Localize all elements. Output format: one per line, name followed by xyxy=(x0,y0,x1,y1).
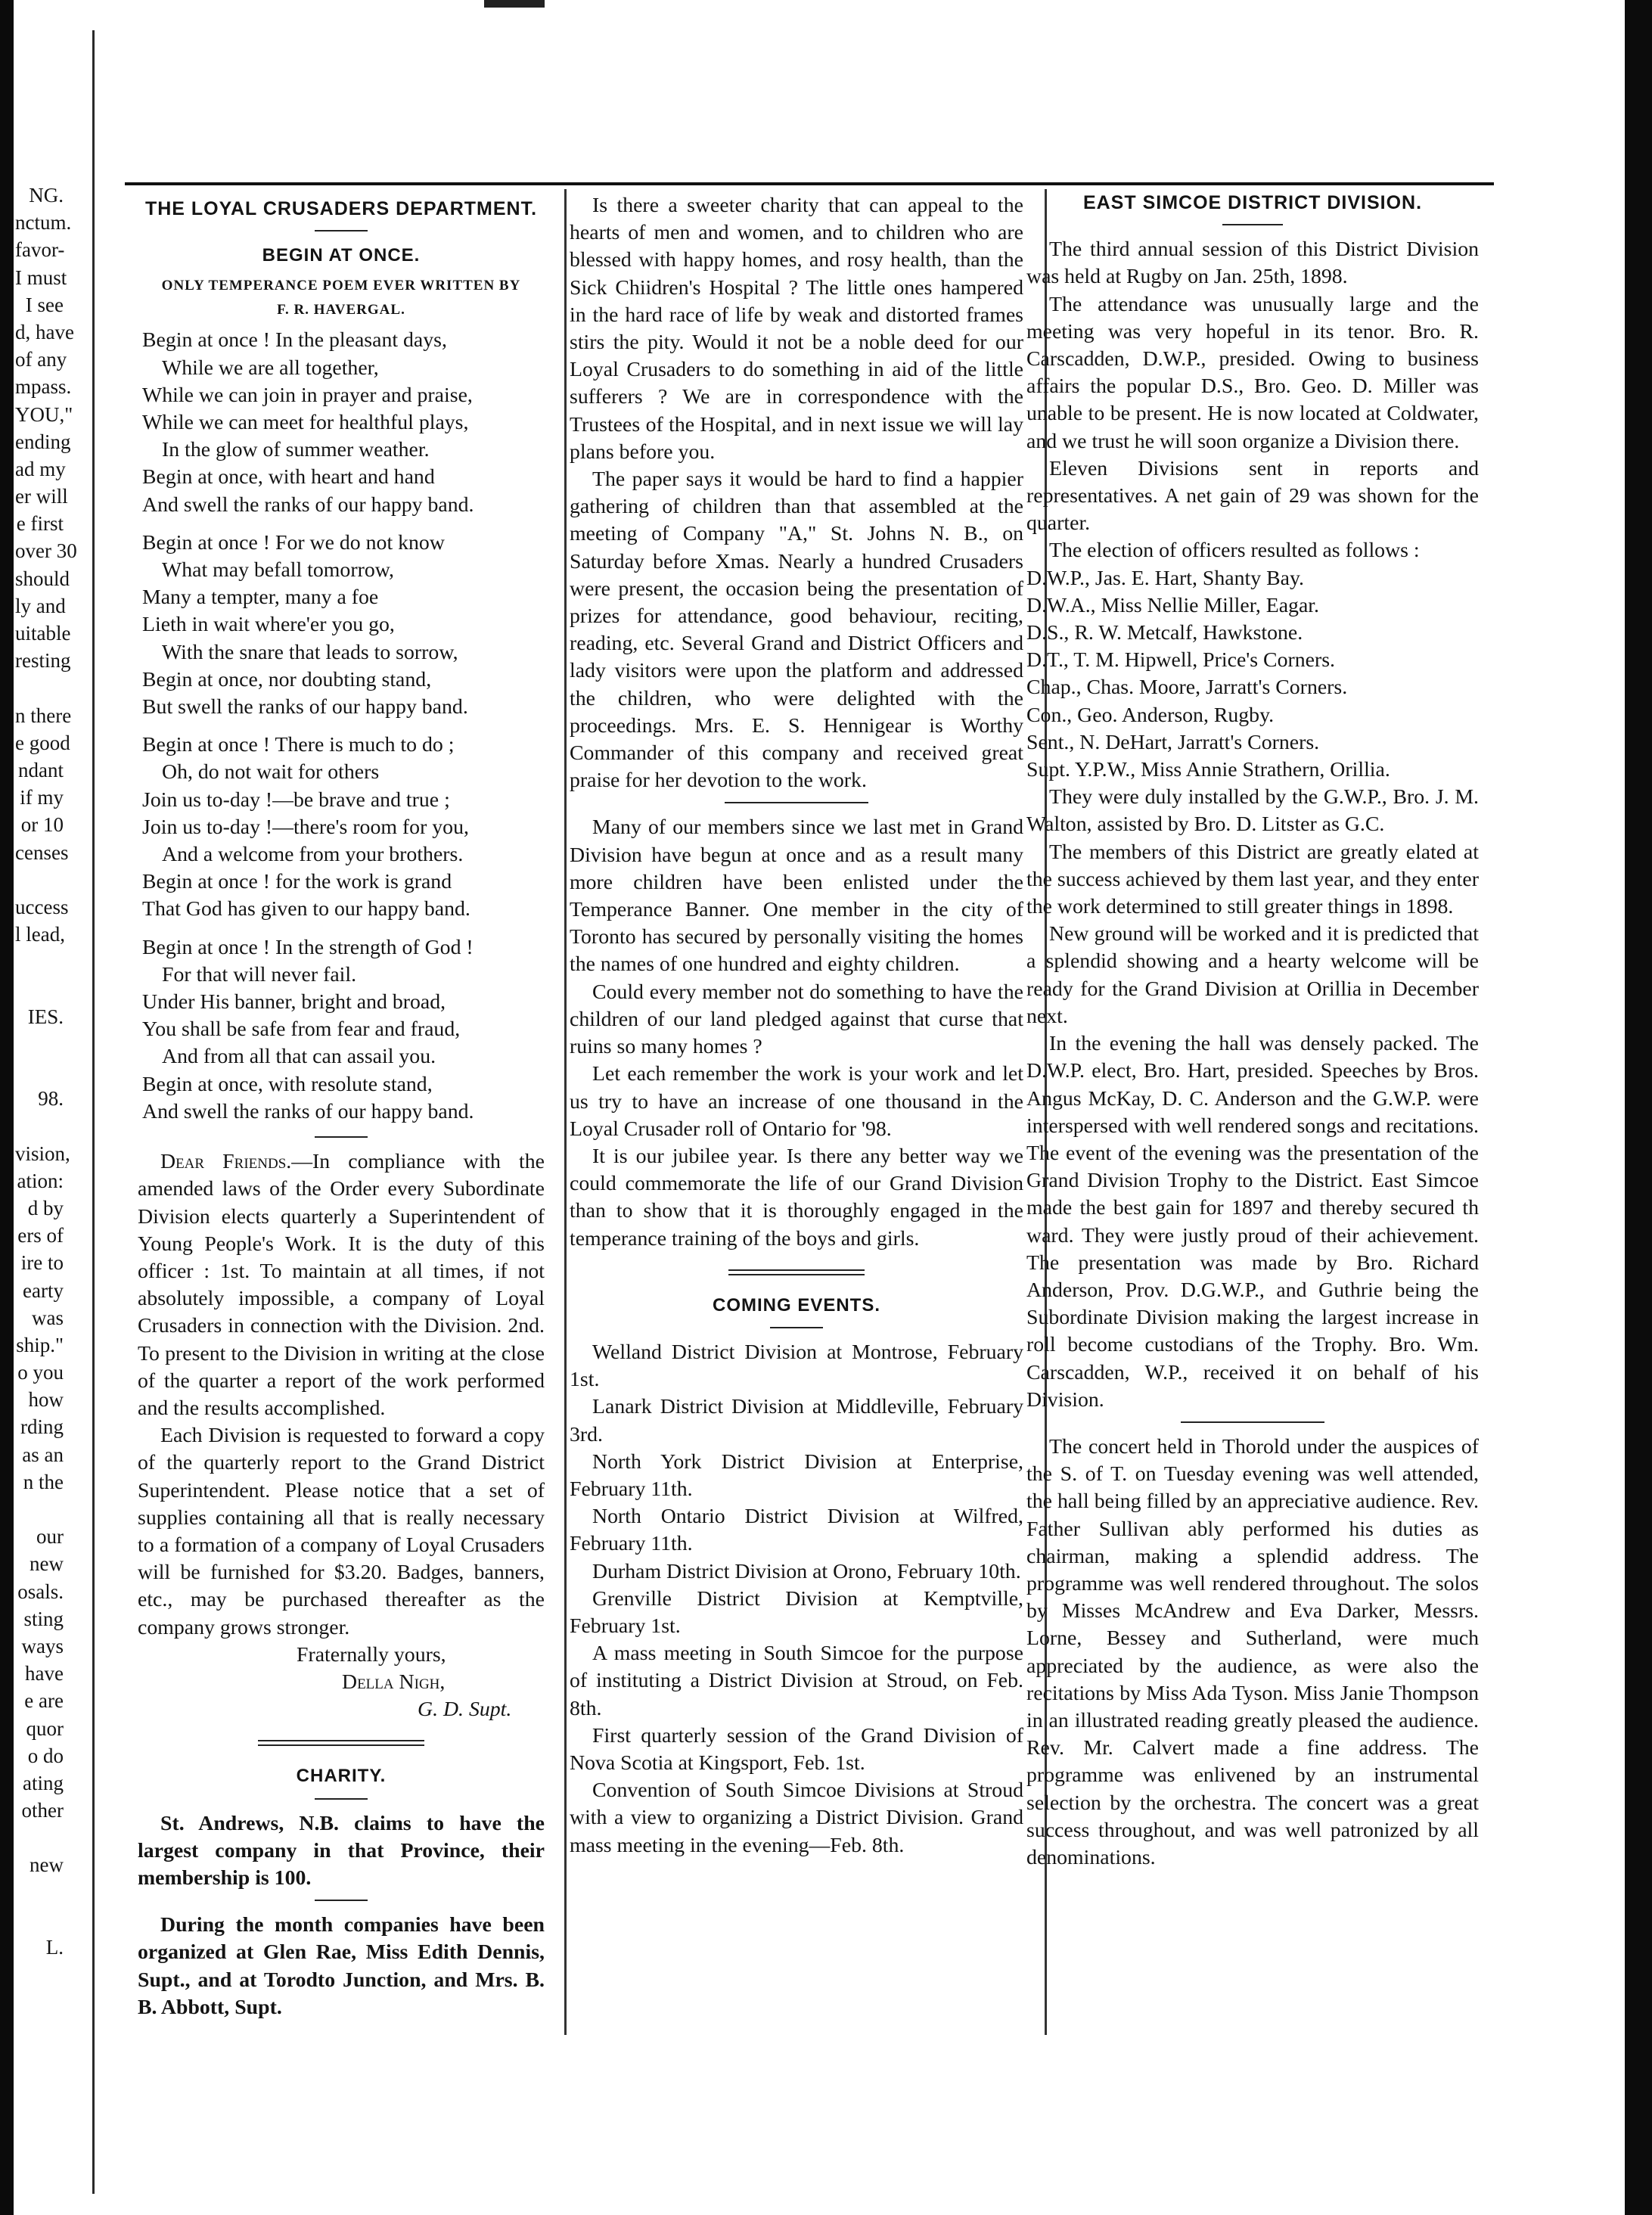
charity-title: CHARITY. xyxy=(296,1766,387,1787)
prev-page-fragment: L. xyxy=(45,1936,64,1959)
prev-page-fragment xyxy=(15,866,64,893)
poem-line: Begin at once ! In the strength of God ! xyxy=(142,935,474,959)
page-spine-shadow xyxy=(0,0,14,2215)
poem-line: Many a tempter, many a foe xyxy=(142,586,379,610)
prev-page-fragment: resting xyxy=(15,649,71,673)
article-paragraph: Eleven Divisions sent in reports and representatives. A net gain of 29 was shown for the quarter. xyxy=(1026,456,1479,536)
officer-line: D.W.A., Miss Nellie Miller, Eagar. xyxy=(1026,593,1319,617)
divider xyxy=(725,802,868,803)
officer-line: Chap., Chas. Moore, Jarratt's Corners. xyxy=(1026,676,1348,700)
prev-page-fragment: I must xyxy=(15,266,67,289)
prev-page-fragment: or 10 xyxy=(20,813,64,837)
prev-page-fragment: ad my xyxy=(15,457,66,480)
poem-stanza xyxy=(138,327,545,518)
poem-author: F. R. HAVERGAL. xyxy=(277,302,405,318)
officer-line: Con., Geo. Anderson, Rugby. xyxy=(1026,703,1275,727)
prev-page-fragment: ways xyxy=(21,1634,64,1657)
poem-line: Begin at once, with resolute stand, xyxy=(142,1072,433,1096)
prev-page-fragment: quor xyxy=(26,1716,64,1740)
prev-page-fragment: should xyxy=(15,567,70,590)
prev-page-fragment: n the xyxy=(23,1470,64,1493)
article-paragraph: In the evening the hall was densely packed. The D.W.P. elect, Bro. Hart, presided. Speeches by Bros. Angus McKay, D. C. Anderson and the G.W.P. were interspersed with well rendered songs and recitations. The event of the evening was the presentation of the Grand Division Trophy to the District. East Simcoe made the best gain for 1897 and thereby secured th ward. They were justly proud of their achievement. The presentation was made by Bro. Richard Anderson, Prov. D.G.W.P., and Guthrie being the Subordinate Division making the largest increase in roll become custodians of the Trophy. Bro. Wm. Carscadden, W.P., received it on behalf of his Division. xyxy=(1026,1032,1479,1412)
department-heading: THE LOYAL CRUSADERS DEPARTMENT. xyxy=(144,198,538,219)
article-paragraph: The paper says it would be hard to find a happier gathering of children than that assembled at the meeting of Company "A," St. Johns N. B., on Saturday before Xmas. Nearly a hundred Crusaders were present, the occasion being the presentation of prizes for attendance, good behaviour, reciting, reading, etc. Several Grand and District Officers and lady visitors were upon the platform and addressed the children, who were delighted with the proceedings. Mrs. E. S. Hennigear is Worthy Commander of this company and received great praise for her devotion to the work. xyxy=(570,468,1023,793)
prev-page-fragment: sting xyxy=(23,1607,64,1630)
prev-page-fragment: new xyxy=(30,1552,64,1576)
divider xyxy=(315,1136,368,1138)
poem-line: Oh, do not wait for others xyxy=(162,760,380,784)
poem-stanza xyxy=(138,530,545,721)
prev-page-fragment: d by xyxy=(27,1196,64,1219)
event-item: Welland District Division at Montrose, February 1st. xyxy=(570,1340,1023,1392)
prev-page-fragment: how xyxy=(28,1388,64,1412)
letter-signer-title: G. D. Supt. xyxy=(418,1698,512,1722)
poem-stanza xyxy=(138,732,545,923)
prev-page-fragment xyxy=(15,1824,64,1851)
event-item: First quarterly session of the Grand Division of Nova Scotia at Kingsport, Feb. 1st. xyxy=(570,1723,1023,1775)
officer-line: D.W.P., Jas. E. Hart, Shanty Bay. xyxy=(1026,566,1305,590)
prev-page-fragment: mpass. xyxy=(15,375,72,399)
prev-page-fragment xyxy=(15,1112,64,1139)
prev-page-fragment xyxy=(15,1058,64,1085)
officer-line: D.S., R. W. Metcalf, Hawkstone. xyxy=(1026,621,1303,645)
officer-line: Sent., N. DeHart, Jarratt's Corners. xyxy=(1026,730,1320,754)
poem-line: Lieth in wait where'er you go, xyxy=(142,613,395,637)
poem-line: And swell the ranks of our happy band. xyxy=(142,1099,474,1123)
page-right-edge xyxy=(1625,0,1652,2215)
letter-text: —In compliance with the amended laws of the Order every Subordinate Division elects quarterly a Superintendent of Young People's Work. It is the duty of this officer : 1st. To maintain at all times, if not absolutely impossible, a company of Loyal Crusaders in connection with the Division. 2nd. To present to the Division in writing at the close of the quarter a report of the work performed and the results accomplished. xyxy=(138,1150,545,1420)
prev-page-fragment: ation: xyxy=(17,1169,64,1192)
prev-page-fragment: osals. xyxy=(17,1580,64,1603)
prev-page-fragment: d, have xyxy=(15,320,74,343)
gutter-rule xyxy=(92,30,95,2194)
poem-line: And a welcome from your brothers. xyxy=(162,843,464,867)
article-paragraph: Let each remember the work is your work and let us try to have an increase of one thousand in the Loyal Crusader roll of Ontario for '98. xyxy=(570,1062,1023,1141)
poem-line: And from all that can assail you. xyxy=(162,1045,436,1069)
prev-page-fragment: ly and xyxy=(15,594,66,617)
header-rule xyxy=(125,182,1494,185)
section-divider xyxy=(728,1269,865,1275)
article-paragraph: New ground will be worked and it is predicted that a splendid showing and a hearty welcome will be ready for the Grand Division at Orillia in December next. xyxy=(1026,922,1479,1028)
prev-page-fragment: uccess xyxy=(15,895,69,918)
poem-line: Begin at once, with heart and hand xyxy=(142,465,435,489)
prev-page-fragment xyxy=(15,674,64,701)
article-paragraph: The concert held in Thorold under the auspices of the S. of T. on Tuesday evening was well attended, the hall being filled by an appreciative audience. Rev. Father Sullivan ably performed his duties as chairman, making a splendid address. The programme was well rendered throughout. The solos by Misses McAndrew and Eva Darker, Messrs. Lorne, Bessey and Sutherland, were much appreciated by the audience, as were also the recitations by Miss Ada Tyson. Miss Janie Thompson in an illustrated reading greatly pleased the audience. Rev. Mr. Calvert made a fine address. The programme was enlivened by an instrumental selection by the orchestra. The concert was a great success throughout, and was well patronized by all denominations. xyxy=(1026,1434,1479,1869)
prev-page-fragment: ending xyxy=(15,430,71,453)
prev-page-fragment: o do xyxy=(27,1744,64,1767)
event-item: Durham District Division at Orono, February 10th. xyxy=(592,1559,1021,1583)
prev-page-fragment xyxy=(15,975,64,1002)
column-1 xyxy=(138,195,545,2021)
prev-page-fragment: of any xyxy=(15,348,67,371)
prev-page-fragment xyxy=(15,1879,64,1906)
event-item: North York District Division at Enterprise, February 11th. xyxy=(570,1449,1023,1501)
prev-page-fragment: YOU," xyxy=(15,402,73,426)
prev-page-fragment: rding xyxy=(20,1415,64,1439)
prev-page-fragment: n there xyxy=(15,704,72,727)
poem-line: Under His banner, bright and broad, xyxy=(142,990,446,1014)
prev-page-fragment: 98. xyxy=(38,1087,64,1111)
article-paragraph: Could every member not do something to have the children of our land pledged against that curse that ruins so many homes ? xyxy=(570,980,1023,1059)
divider xyxy=(1222,224,1283,225)
charity-paragraph: During the month companies have been organized at Glen Rae, Miss Edith Dennis, Supt., and at Torodto Junction, and Mrs. B. B. Abbott, Supt. xyxy=(138,1913,545,2019)
prev-page-fragment: censes xyxy=(15,840,69,864)
divider xyxy=(315,1798,368,1800)
poem-line: That God has given to our happy band. xyxy=(142,897,470,921)
poem-line: Begin at once ! In the pleasant days, xyxy=(142,328,447,353)
prev-page-fragment: earty xyxy=(23,1278,64,1302)
prev-page-fragment: IES. xyxy=(27,1005,64,1028)
poem-line: Begin at once ! for the work is grand xyxy=(142,870,452,894)
letter-paragraph: Each Division is requested to forward a copy of the quarterly report to the Grand District Superintendent. Please notice that a set of supplies containing all that is really necessary to a formation of a company of Loyal Crusaders will be furnished for $3.20. Badges, banners, etc., may be purchased thereafter as the company grows stronger. xyxy=(138,1424,545,1639)
prev-page-fragment: over 30 xyxy=(15,539,77,563)
prev-page-fragment: favor- xyxy=(15,238,65,262)
poem-line: What may befall tomorrow, xyxy=(162,558,394,582)
prev-page-fragment: ire to xyxy=(20,1251,64,1275)
prev-page-fragment: NG. xyxy=(29,184,64,207)
column-rule-1 xyxy=(564,189,567,2035)
poem-line: And swell the ranks of our happy band. xyxy=(142,492,474,517)
poem-line: Begin at once, nor doubting stand, xyxy=(142,667,432,691)
divider xyxy=(315,230,368,231)
prev-page-fragment: ers of xyxy=(17,1224,64,1247)
officer-line: D.T., T. M. Hipwell, Price's Corners. xyxy=(1026,648,1336,673)
officer-line: Supt. Y.P.W., Miss Annie Strathern, Orillia. xyxy=(1026,758,1390,782)
prev-page-fragment: vision, xyxy=(15,1142,70,1165)
event-item: A mass meeting in South Simcoe for the purpose of instituting a District Division at Stroud, on Feb. 8th. xyxy=(570,1642,1023,1720)
prev-page-fragment: our xyxy=(36,1525,64,1549)
prev-page-fragment: o you xyxy=(17,1361,64,1384)
poem-line: While we can meet for healthful plays, xyxy=(142,411,469,435)
poem-line: Join us to-day !—be brave and true ; xyxy=(142,788,450,812)
article-paragraph: The third annual session of this District Division was held at Rugby on Jan. 25th, 1898. xyxy=(1026,238,1479,289)
poem-line: Begin at once ! For we do not know xyxy=(142,530,445,555)
event-item: Convention of South Simcoe Divisions at Stroud with a view to organizing a District Division. Grand mass meeting in the evening—Feb. 8th. xyxy=(570,1779,1023,1857)
event-item: North Ontario District Division at Wilfred, February 11th. xyxy=(570,1505,1023,1556)
prev-page-fragment: other xyxy=(21,1799,64,1822)
prev-page-fragment: nctum. xyxy=(15,211,72,235)
poem-byline: ONLY TEMPERANCE POEM EVER WRITTEN BY xyxy=(161,278,521,294)
poem-title: BEGIN AT ONCE. xyxy=(262,245,421,266)
letter-salutation: Dear Friends. xyxy=(160,1150,292,1174)
article-paragraph: They were duly installed by the G.W.P., Bro. J. M. Walton, assisted by Bro. D. Litster as G.C. xyxy=(1026,785,1479,837)
prev-page-fragment: was xyxy=(32,1306,64,1329)
poem-line: While we are all together, xyxy=(162,356,379,380)
article-paragraph: The election of officers resulted as follows : xyxy=(1049,539,1420,563)
events-title: COMING EVENTS. xyxy=(712,1294,881,1316)
prev-page-fragment: e first xyxy=(16,512,64,536)
event-item: Lanark District Division at Middleville, February 3rd. xyxy=(570,1395,1023,1446)
previous-page-fragments xyxy=(15,182,77,1961)
prev-page-fragment xyxy=(15,1906,64,1934)
poem-line: Join us to-day !—there's room for you, xyxy=(142,815,469,839)
prev-page-fragment: e good xyxy=(15,731,70,754)
prev-page-fragment: have xyxy=(25,1662,64,1685)
prev-page-fragment: if my xyxy=(20,786,64,809)
prev-page-fragment xyxy=(15,948,64,975)
prev-page-fragment: ship." xyxy=(16,1333,64,1356)
section-divider xyxy=(258,1740,424,1746)
article-paragraph: Is there a sweeter charity that can appeal to the hearts of men and women, and to children who are blessed with happy homes, and rosy health, than the Sick Chiidren's Hospital ? The little ones hampered in the hard race of life by weak and distorted frames stirs the pity. Would it not be a noble deed for our Loyal Crusaders to do something in aid of the little sufferers ? We are in correspondence with the Trustees of the Hospital, and in next issue we will lay plans before you. xyxy=(570,194,1023,464)
poem-line: While we can join in prayer and praise, xyxy=(142,383,473,407)
poem-line: In the glow of summer weather. xyxy=(162,438,430,462)
column-3 xyxy=(1026,189,1479,1872)
poem-line: With the snare that leads to sorrow, xyxy=(162,640,458,664)
prev-page-fragment xyxy=(15,1030,64,1058)
article-paragraph: It is our jubilee year. Is there any better way we could commemorate the life of our Grand Division than to show that it is thoroughly engaged in the temperance training of the boys and girls. xyxy=(570,1144,1023,1250)
district-title: EAST SIMCOE DISTRICT DIVISION. xyxy=(1082,192,1423,213)
article-paragraph: Many of our members since we last met in Grand Division have begun at once and as a result many more children have been enlisted under the Temperance Banner. One member in the city of Toronto has secured by personally visiting the homes the names of one hundred and eighty children. xyxy=(570,815,1023,977)
divider xyxy=(1181,1421,1324,1423)
prev-page-fragment: I see xyxy=(25,293,64,316)
poem-line: But swell the ranks of our happy band. xyxy=(142,695,468,719)
article-paragraph: The attendance was unusually large and the meeting was very hopeful in its tenor. Bro. R. Carscadden, D.W.P., presided. Owing to business affairs the popular D.S., Bro. Geo. D. Miller was unable to be present. He is now located at Coldwater, and we trust he will soon organize a Division there. xyxy=(1026,292,1479,453)
poem-line: Begin at once ! There is much to do ; xyxy=(142,733,455,757)
prev-page-fragment: new xyxy=(30,1853,64,1877)
charity-paragraph: St. Andrews, N.B. claims to have the largest company in that Province, their membership is 100. xyxy=(138,1811,545,1890)
letter-paragraph xyxy=(138,1148,545,1422)
poem-line: You shall be safe from fear and fraud, xyxy=(142,1017,461,1042)
prev-page-fragment: uitable xyxy=(15,622,71,645)
prev-page-fragment: ating xyxy=(23,1771,64,1794)
prev-page-fragment: er will xyxy=(15,485,68,508)
prev-page-fragment: as an xyxy=(22,1443,64,1466)
column-2 xyxy=(570,192,1023,1859)
event-item: Grenville District Division at Kemptville, February 1st. xyxy=(570,1586,1023,1638)
divider xyxy=(315,1900,368,1901)
prev-page-fragment: l lead, xyxy=(15,923,65,946)
poem-stanza xyxy=(138,934,545,1126)
letter-signer: Della Nigh, xyxy=(342,1670,446,1694)
top-edge-mark xyxy=(484,0,545,8)
divider xyxy=(770,1327,823,1328)
letter-closing: Fraternally yours, xyxy=(297,1642,446,1667)
poem-line: For that will never fail. xyxy=(162,962,357,986)
prev-page-fragment: ndant xyxy=(18,758,64,781)
prev-page-fragment xyxy=(15,1496,64,1523)
prev-page-fragment: e are xyxy=(24,1689,64,1713)
article-paragraph: The members of this District are greatly elated at the success achieved by them last year, and they enter the work determined to still greater things in 1898. xyxy=(1026,840,1479,919)
